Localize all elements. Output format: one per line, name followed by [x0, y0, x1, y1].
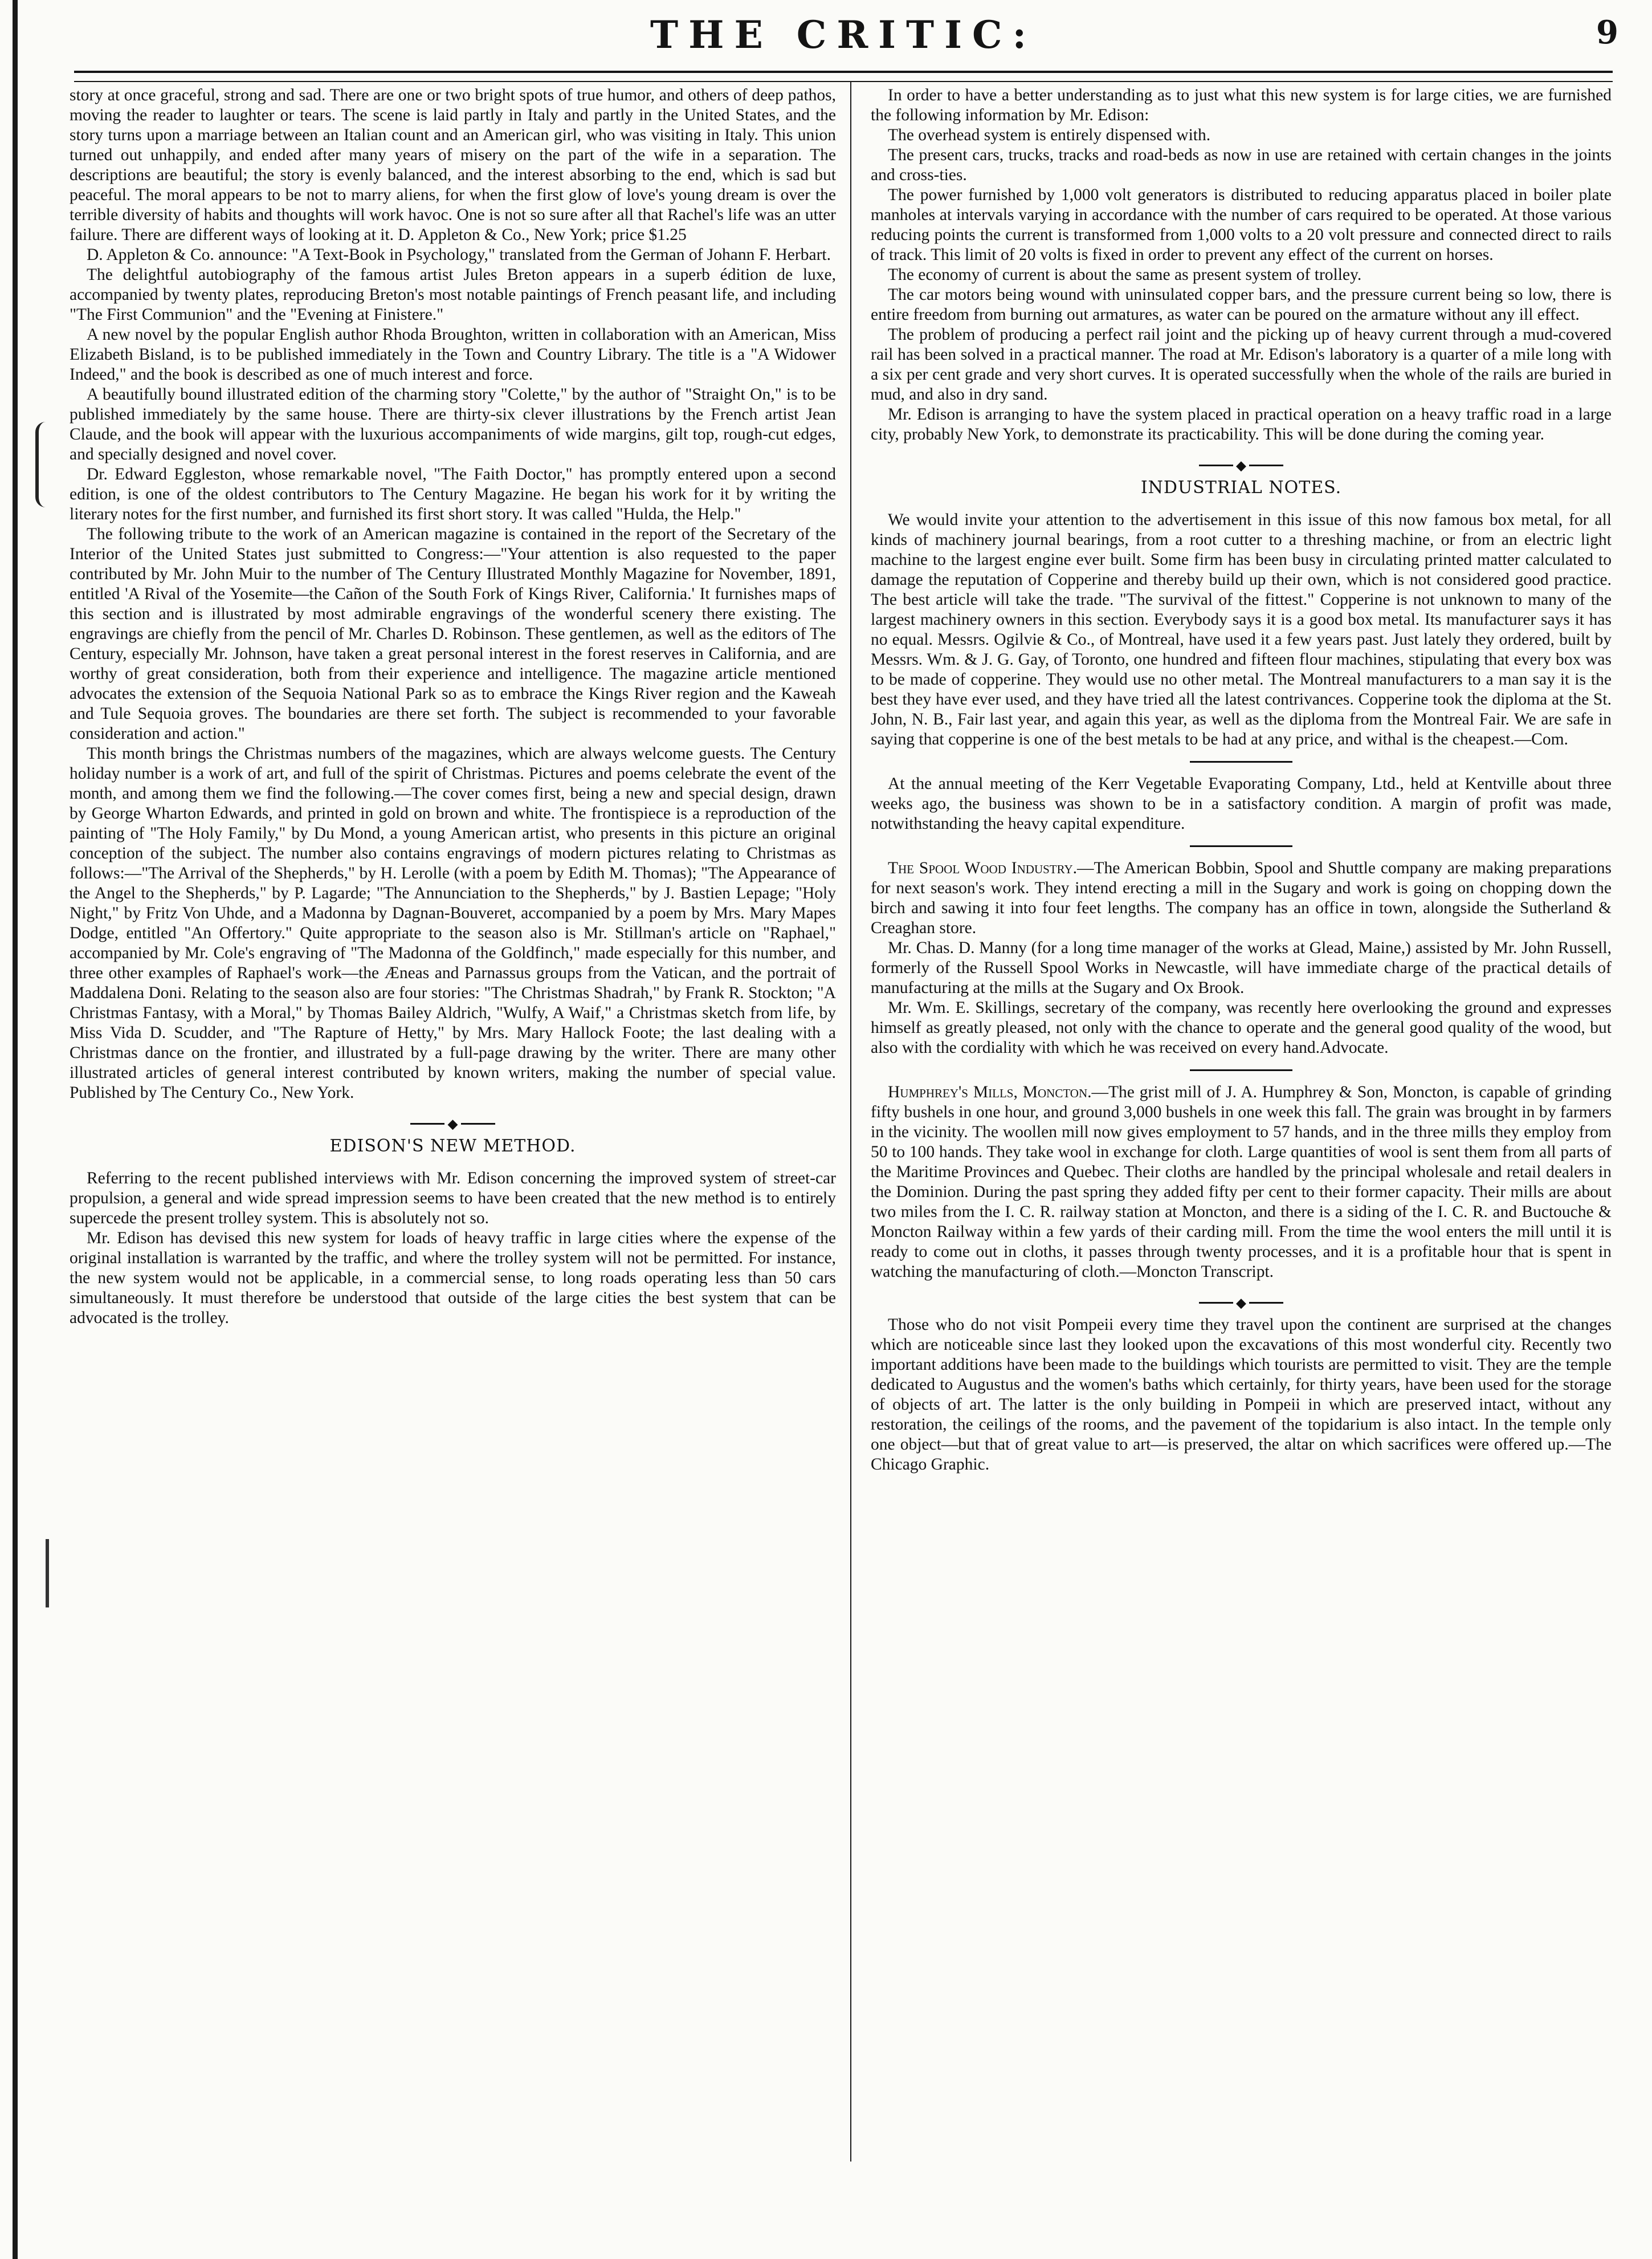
paragraph-text: —The grist mill of J. A. Humphrey & Son, Moncton, is capable of grinding fifty bushels in one hour, and ground 3,000 bushels in one week this fall. The grain was brought in by farmers in the vicinity. The woollen mill now gives employment to 57 hands, and in the three mills they employ from 50 to 100 hands. They take wool in exchange for cloth. Large quantities of wool is sent them from all parts of the Maritime Provinces and Quebec. Their cloths are handled by the principal wholesale and retail dealers in the Dominion. During the past spring they added fifty per cent to their former capacity. Their mills are about two miles from the I. C. R. railway station at Moncton, and there is a siding of the I. C. R. and Buctouche & Moncton Railway within a few yards of their carding mill. From the time the wool enters the mill until it is ready to come out in cloths, it passes through twenty processes, and it is a profitable hour that is spent in watching the manufacturing of cloth.—Moncton Transcript. — [871, 1083, 1612, 1281]
section-ornament: ◆ — [871, 1296, 1612, 1308]
publication-title: THE CRITIC: — [650, 13, 1037, 57]
page-number: 9 — [1596, 14, 1618, 51]
paragraph-text: —The American Bobbin, Spool and Shuttle company are making preparations for next season's work. They intend erecting a mill in the Sugary and work is going on chopping down the birch and sawing it into four feet lengths. The company has an office in town, alongside the Sutherland & Creaghan store. — [871, 859, 1612, 937]
section-ornament: ◆ — [70, 1117, 836, 1129]
binding-mark — [46, 1539, 49, 1607]
paragraph — [871, 1082, 1612, 1282]
paragraph: The problem of producing a perfect rail joint and the picking up of heavy current through a mud-covered rail has been solved in a practical manner. The road at Mr. Edison's laboratory is a quarter of a mile long with a six per cent grade and very short curves. It is operated successfully when the whole of the rails are buried in mud, and also in dry sand. — [871, 325, 1612, 404]
paragraph: At the annual meeting of the Kerr Vegetable Evaporating Company, Ltd., held at Kentville about three weeks ago, the business was shown to be in a satisfactory condition. A margin of profit was made, notwithstanding the heavy capital expenditure. — [871, 775, 1612, 833]
run-in-heading: The Spool Wood Industry. — [888, 859, 1078, 877]
run-in-heading: Humphrey's Mills, Moncton. — [888, 1083, 1092, 1101]
paragraph: story at once graceful, strong and sad. There are one or two bright spots of true humor, and others of deep pathos, moving the reader to laughter or tears. The scene is laid partly in Italy and partly in the United States, and the story turns upon a marriage between an Italian count and an American girl, who was visiting in Italy. This union turned out unhappily, and ended after many years of misery on the part of the wife in a separation. The descriptions are beautiful; the story is evenly balanced, and the interest absorbing to the end, which is sad but peaceful. The moral appears to be not to marry aliens, for when the first glow of love's young dream is over the terrible diversity of habits and thoughts will work havoc. One is not so sure after all that Rachel's life was an utter failure. There are different ways of looking at it. D. Appleton & Co., New York; price $1.25 — [70, 86, 836, 244]
paragraph: The overhead system is entirely dispensed with. — [888, 126, 1211, 144]
paragraph: In order to have a better understanding as to just what this new system is for large cities, we are furnished the following information by Mr. Edison: — [871, 86, 1612, 124]
paragraph: Dr. Edward Eggleston, whose remarkable novel, "The Faith Doctor," has promptly entered upon a second edition, is one of the oldest contributors to The Century Magazine. He began his work for it by writing the literary notes for the first number, and furnished its first short story. It was called "Hulda, the Help." — [70, 465, 836, 523]
masthead — [68, 5, 1618, 67]
paragraph: The power furnished by 1,000 volt generators is distributed to reducing apparatus placed in boiler plate manholes at intervals varying in accordance with the number of cars required to be operated. At those various reducing points the current is transformed from 1,000 volts to a 20 volt pressure and connected direct to rails of track. This limit of 20 volts is fixed in order to prevent any effect of the current on horses. — [871, 186, 1612, 264]
paragraph: Mr. Chas. D. Manny (for a long time manager of the works at Glead, Maine,) assisted by Mr. John Russell, formerly of the Russell Spool Works in Newcastle, will have immediate charge of the practical details of manufacturing at the mills at the Sugary and Ox Brook. — [871, 939, 1612, 997]
paragraph: The delightful autobiography of the famous artist Jules Breton appears in a superb édition de luxe, accompanied by twenty plates, reproducing Breton's most notable paintings of French peasant life, and including "The First Communion" and the "Evening at Finistere." — [70, 266, 836, 324]
divider — [1190, 1069, 1292, 1071]
paragraph: Mr. Edison has devised this new system for loads of heavy traffic in large cities where the expense of the original installation is warranted by the traffic, and where the trolley system will not be permitted. For instance, the new system would not be applicable, in a commercial sense, to long roads operating less than 50 cars simultaneously. It must therefore be understood that outside of the large cities the best system that can be advocated is the trolley. — [70, 1229, 836, 1327]
divider — [1190, 761, 1292, 763]
masthead-rule — [74, 71, 1613, 82]
paragraph: D. Appleton & Co. announce: "A Text-Book in Psychology," translated from the German of Johann F. Herbart. — [87, 246, 831, 264]
paragraph: We would invite your attention to the advertisement in this issue of this now famous box metal, for all kinds of machinery journal bearings, from a root cutter to a threshing machine, or from an electric light machine to the largest engine ever built. Some firm has been busy in circulating printed matter calculated to damage the reputation of Copperine and thereby build up their own, which is not considered good practice. The best article will take the trade. "The survival of the fittest." Copperine is not unknown to many of the largest machinery owners in this section. Everybody says it is a good box metal. Its manufacturer says it has no equal. Messrs. Ogilvie & Co., of Montreal, have used it a few years past. Just lately they ordered, built by Messrs. Wm. & J. G. Gay, of Toronto, one hundred and fifteen flour machines, stipulating that every box was to be made of copperine. They would use no other metal. The Montreal manufacturers to a man say it is the best they have ever used, and they have tried all the latest contrivances. Copperine took the diploma at the St. John, N. B., Fair last year, and again this year, as well as the diploma from the Montreal Fair. We are safe in saying that copperine is one of the best metals to be had at any price, and withal is the cheapest.—Com. — [871, 511, 1612, 748]
paragraph — [871, 858, 1612, 938]
column-divider — [850, 81, 851, 2162]
section-ornament: ◆ — [871, 458, 1612, 471]
paragraph: The following tribute to the work of an American magazine is contained in the report of the Secretary of the Interior of the United States just submitted to Congress:—"Your attention is also requested to the paper contributed by Mr. John Muir to the number of The Century Illustrated Monthly Magazine for November, 1891, entitled 'A Rival of the Yosemite—the Cañon of the South Fork of Kings River, California.' It furnishes maps of this section and is illustrated by most admirable engravings of the wonderful scenery there existing. The engravings are chiefly from the pencil of Mr. Charles D. Robinson. These gentlemen, as well as the editors of The Century, especially Mr. Johnson, have taken a great personal interest in the forest reserves in California, and are worthy of great consideration, both from their experience and intelligence. The magazine article mentioned advocates the extension of the Sequoia National Park so as to embrace the Kings River region and the Kaweah and Tule Sequoia groves. The boundaries are there set forth. The subject is recommended to your favorable consideration and action." — [70, 525, 836, 743]
left-column — [70, 86, 836, 2160]
paragraph: Those who do not visit Pompeii every time they travel upon the continent are surprised at the changes which are noticeable since last they looked upon the excavations of this most wonderful city. Recently two important additions have been made to the buildings which tourists are permitted to visit. They are the temple dedicated to Augustus and the women's baths which certainly, for thirty years, have been used for the storage of objects of art. The latter is the only building in Pompeii in which are preserved intact, without any restoration, the ceilings of the rooms, and the pavement of the topidarium is also intact. In the temple only one object—but that of great value to art—is preserved, the altar on which sacrifices were offered up.—The Chicago Graphic. — [871, 1316, 1612, 1474]
paragraph: A new novel by the popular English author Rhoda Broughton, written in collaboration with an American, Miss Elizabeth Bisland, is to be published immediately in the Town and Country Library. The title is a "A Widower Indeed," and the book is described as one of much interest and force. — [70, 325, 836, 384]
binding-mark — [35, 422, 56, 507]
paragraph: A beautifully bound illustrated edition of the charming story "Colette," by the author of "Straight On," is to be published immediately by the same house. There are thirty-six clever illustrations by the French artist Jean Claude, and the book will appear with the luxurious accompaniments of wide margins, gilt top, rough-cut edges, and specially designed and novel cover. — [70, 385, 836, 463]
paragraph: This month brings the Christmas numbers of the magazines, which are always welcome guests. The Century holiday number is a work of art, and full of the spirit of Christmas. Pictures and poems celebrate the event of the month, and among them we find the following.—The cover comes first, being a new and special design, drawn by George Wharton Edwards, and printed in gold on brown and white. The frontispiece is a reproduction of the painting of "The Holy Family," by Du Mond, a young American artist, who presents in this picture an original conception of the subject. The number also contains engravings of modern pictures relating to Christmas as follows:—"The Arrival of the Shepherds," by H. Lerolle (with a poem by Edith M. Thomas); "The Appearance of the Angel to the Shepherds," by P. Lagarde; "The Annunciation to the Shepherds," by J. Bastien Lepage; "Holy Night," by Fritz Von Uhde, and a Madonna by Dagnan-Bouveret, accompanied by a poem by Mrs. Mary Mapes Dodge, entitled "An Offertory." Quite appropriate to the season also is Mr. Stillman's article on "Raphael," accompanied by Mr. Cole's engraving of "The Madonna of the Goldfinch," made especially for this number, and three other examples of Raphael's work—the Æneas and Parnassus groups from the Vatican, and the portrait of Maddalena Doni. Relating to the season also are four stories: "The Christmas Shadrah," by Frank R. Stockton; "A Christmas Fantasy, with a Moral," by Thomas Bailey Aldrich, "Wulfy, A Waif," a Christmas sketch from life, by Miss Vida D. Scudder, and "The Rapture of Hetty," by Mrs. Mary Hallock Foote; the last dealing with a Christmas dance on the frontier, and illustrated by a full-page drawing by the writer. There are many other illustrated articles of general interest contributed by known writers, making the number of special value. Published by The Century Co., New York. — [70, 744, 836, 1102]
paragraph: Mr. Wm. E. Skillings, secretary of the company, was recently here overlooking the ground and expresses himself as greatly pleased, not only with the chance to operate and the general good quality of the wood, but also with the cordiality with which he was received on every hand.Advocate. — [871, 999, 1612, 1057]
divider — [1190, 845, 1292, 847]
paragraph: Mr. Edison is arranging to have the system placed in practical operation on a heavy traffic road in a large city, probably New York, to demonstrate its practicability. This will be done during the coming year. — [871, 405, 1612, 443]
right-column — [871, 86, 1612, 2160]
paragraph: The economy of current is about the same as present system of trolley. — [888, 266, 1362, 284]
paragraph: The car motors being wound with uninsulated copper bars, and the pressure current being so low, there is entire freedom from burning out armatures, as water can be poured on the armature without any ill effect. — [871, 286, 1612, 324]
section-heading: EDISON'S NEW METHOD. — [329, 1136, 576, 1156]
paragraph: The present cars, trucks, tracks and road-beds as now in use are retained with certain changes in the joints and cross-ties. — [871, 146, 1612, 184]
page-edge-rule — [13, 0, 18, 2259]
section-heading: INDUSTRIAL NOTES. — [1140, 478, 1342, 498]
paragraph: Referring to the recent published interviews with Mr. Edison concerning the improved system of street-car propulsion, a general and wide spread impression seems to have been created that the new method is to entirely supercede the present trolley system. This is absolutely not so. — [70, 1169, 836, 1227]
